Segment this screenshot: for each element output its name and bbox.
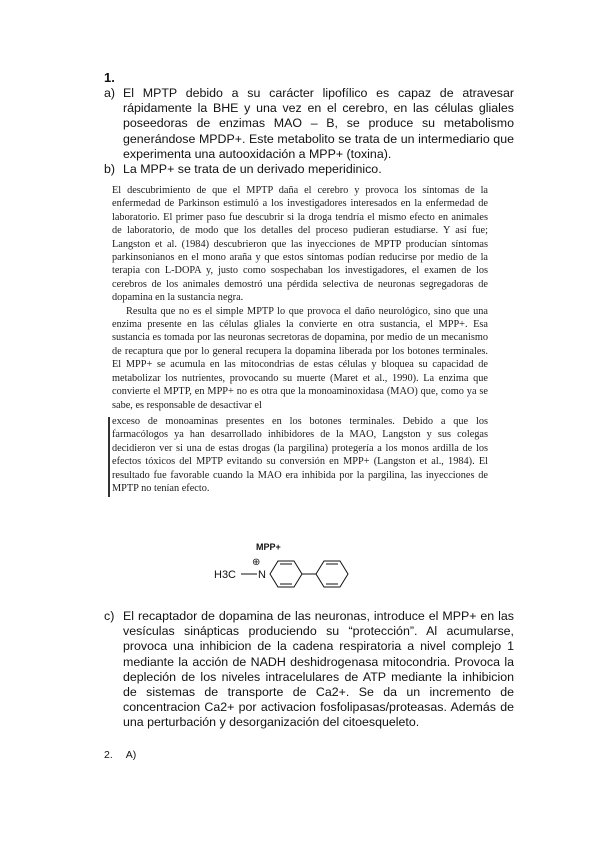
- item-b: [104, 162, 514, 177]
- positive-charge: ⊕: [252, 557, 261, 568]
- scanned-excerpt-2: [112, 415, 488, 495]
- item-a: [104, 86, 514, 162]
- item-c-text: El recaptador de dopamina de las neuronas, introduce el MPP+ en las vesículas sinápticas produciendo su “protección”. Al acumularse, provoca una inhibicion de la cadena respiratoria a nivel complejo 1 mediante la acción de NADH deshidrogenasa mitocondria. Provoca la depleción de los niveles intracelulares de ATP mediante la inhibicion de sistemas de transporte de Ca2+. Se da un incremento de concentracion Ca2+ por activacion fosfolipasas/proteasas. Además de una perturbación y desorganización del citoesqueleto.: [123, 609, 514, 730]
- item-c-label: c): [104, 609, 115, 623]
- scanned-excerpt-1: [112, 184, 488, 412]
- mpp-label: MPP+: [256, 542, 281, 552]
- mpp-structure-figure: [208, 540, 378, 606]
- phenyl-ring: [316, 561, 348, 587]
- nitrogen-atom: N: [258, 569, 266, 581]
- methyl-group: H3C: [214, 569, 237, 581]
- mpp-structure-drawing: [208, 540, 378, 606]
- item-b-text: La MPP+ se trata de un derivado meperidinico.: [123, 162, 382, 176]
- excerpt-1-paragraph-1: El descubrimiento de que el MPTP daña el cerebro y provoca los síntomas de la enfermedad de Parkinson estimuló a los investigadores interesados en la enfermedad de laboratorio. El primer paso fue descubrir si la droga tendría el mismo efecto en animales de laboratorio, de modo que los detalles del proceso pudieran estudiarse. Y así fue; Langston et al. (1984) descubrieron que las inyecciones de MPTP producían síntomas parkinsonianos en el mono araña y que estos síntomas podían reducirse por medio de la terapia con L-DOPA y, justo como sospechaban los investigadores, el examen de los cerebros de los animales demostró una pérdida selectiva de neuronas segregadoras de dopamina en la sustancia negra.: [112, 185, 488, 304]
- section-2: [104, 749, 136, 761]
- excerpt-2-paragraph-1: exceso de monoaminas presentes en los botones terminales. Debido a que los farmacólogos ya han desarrollado inhibidores de la MAO, Langston y sus colegas decidieron ver si una de estas drogas (la pargilina) protegería a los monos ardilla de los efectos tóxicos del MPTP evitando su conversión en MPP+ (Langston et al., 1984). El resultado fue favorable cuando la MAO era inhibida por la pargilina, las inyecciones de MPTP no tenían efecto.: [112, 416, 488, 495]
- item-c: [104, 609, 514, 731]
- item-b-label: b): [104, 162, 116, 176]
- section-2-number: 2.: [104, 749, 113, 761]
- excerpt-1-paragraph-2: Resulta que no es el simple MPTP lo que provoca el daño neurológico, sino que una enzima presente en las células gliales la convierte en otra sustancia, el MPP+. Esa sustancia es tomada por las neuronas secretoras de dopamina, por medio de un mecanismo de recaptura que por lo general recupera la dopamina liberada por los botones terminales. El MPP+ se acumula en las mitocondrias de estas células y bloquea su capacidad de metabolizar los nutrientes, provocando su muerte (Maret et al., 1990). La enzima que convierte el MPTP, en MPP+ no es otra que la monoaminoxidasa (MAO) que, como ya se sabe, es responsable de desactivar el: [112, 305, 488, 411]
- item-a-label: a): [104, 86, 116, 100]
- excerpt-margin-bar: [108, 417, 110, 497]
- pyridinium-ring: [270, 561, 302, 587]
- section-2-label: A): [125, 749, 137, 761]
- section-1-number: 1.: [104, 70, 115, 85]
- item-a-text: El MPTP debido a su carácter lipofílico es capaz de atravesar rápidamente la BHE y una vez en el cerebro, en las células gliales poseedoras de enzimas MAO – B, se produce su metabolismo generándose MPDP+. Este metabolito se trata de un intermediario que experimenta una autooxidación a MPP+ (toxina).: [123, 86, 514, 161]
